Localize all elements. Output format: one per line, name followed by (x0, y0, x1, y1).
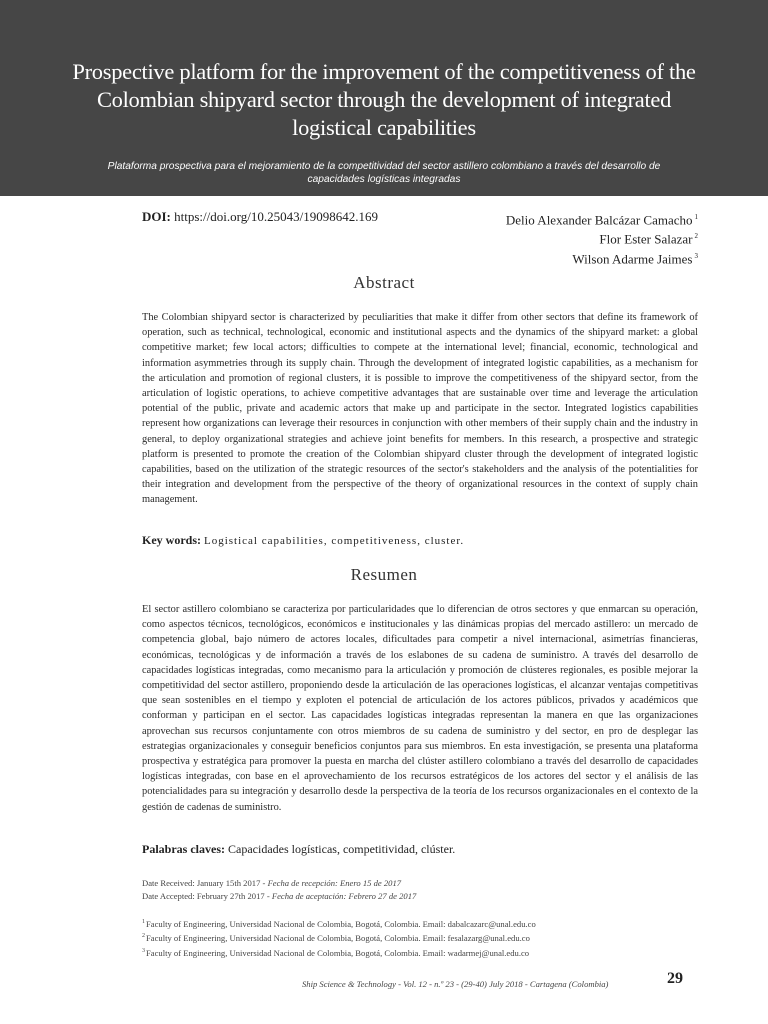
footnote-text: Faculty of Engineering, Universidad Nacional de Colombia, Bogotá, Colombia. Email: wadarmej@unal.edu.co (146, 947, 530, 958)
footnote (142, 945, 536, 959)
abstract-heading: Abstract (353, 273, 415, 292)
author-affiliation-mark: 1 (694, 213, 698, 221)
abstract-text: The Colombian shipyard sector is characterized by peculiarities that make it differ from other sectors that define its framework of operation, such as technical, technological, economic and institutional aspects and the dynamics of the shipyard market: a global competitive market; few local actors; difficulties to compete at the international level; financial, economic, technological and information asymmetries through its supply chain. Through the development of integrated logistic capabilities, as a mechanism for the articulation and promotion of regional clusters, it is possible to improve the competitiveness of the shipyard sector, from the articulation of logistic operations, to achieve competitive advantages that are sustainable over time and leverage the articulation potential of the public, private and academic actors that make up and participate in the sector. Integrated logistics capabilities represent how organizations can leverage their resources in conjunction with other members of their supply chain and the industry in general, to deploy organizational strategies and achieve joint benefits for members. In this research, a prospective and strategic platform is presented to promote the creation of the Colombian shipyard cluster through the development of integrated logistic capabilities, based on the utilization of the strategic resources of the sector's stakeholders and the analysis of the potentialities for their integration and development from the perspective of the theory of organizational resources in the context of supply chain management. (142, 312, 698, 506)
author-name: Wilson Adarme Jaimes (572, 250, 693, 266)
paper-subtitle-spanish: Plataforma prospectiva para el mejoramiento de la competitividad del sector astillero colombiano a través del desarrollo de capacidades logísticas integradas (107, 161, 661, 185)
date-received-spanish: Fecha de recepción: Enero 15 de 2017 (267, 878, 402, 888)
palabras-claves-label: Palabras claves: (142, 842, 225, 856)
keywords-label: Key words: (142, 533, 201, 547)
date-separator: - (262, 878, 266, 888)
palabras-claves-value: Capacidades logísticas, competitividad, clúster. (228, 842, 456, 856)
page-number: 29 (667, 970, 683, 987)
date-received-line (142, 877, 416, 890)
date-accepted-line (142, 890, 416, 903)
footnote-mark: 2 (142, 933, 145, 940)
date-separator: - (266, 891, 270, 901)
footnote-mark: 3 (142, 947, 145, 954)
affiliation-footnotes (142, 916, 536, 959)
author-name: Delio Alexander Balcázar Camacho (505, 212, 693, 228)
footnote (142, 916, 536, 930)
doi-label: DOI: (142, 209, 171, 224)
paper-title: Prospective platform for the improvement of the competitiveness of the Colombian shipyard sector through the development of integrated logistical capabilities (72, 59, 696, 140)
palabras-claves-line (142, 842, 698, 857)
author-affiliation-mark: 3 (694, 251, 698, 260)
footnote-text: Faculty of Engineering, Universidad Nacional de Colombia, Bogotá, Colombia. Email: fesalazarg@unal.edu.co (146, 933, 530, 944)
keywords-line (142, 533, 698, 548)
journal-footer: Ship Science & Technology - Vol. 12 - n.º 23 - (29-40) July 2018 - Cartagena (Colombia) (302, 979, 609, 989)
title-banner (0, 0, 768, 196)
date-accepted-spanish: Fecha de aceptación: Febrero 27 de 2017 (271, 891, 417, 901)
keywords-value: Logistical capabilities, competitiveness, cluster. (204, 535, 465, 547)
author (506, 248, 698, 267)
date-received: Date Received: January 15th 2017 (142, 878, 261, 888)
footnote (142, 930, 536, 944)
footnote-mark: 1 (142, 919, 145, 925)
footnote-text: Faculty of Engineering, Universidad Nacional de Colombia, Bogotá, Colombia. Email: dabalcazarc@unal.edu.co (146, 918, 536, 929)
doi-line (142, 209, 378, 225)
resumen-heading: Resumen (350, 565, 418, 584)
doi-link[interactable]: https://doi.org/10.25043/19098642.169 (174, 209, 378, 224)
author-name: Flor Ester Salazar (599, 231, 693, 247)
author (506, 228, 698, 247)
author-affiliation-mark: 2 (694, 232, 698, 241)
author (506, 209, 698, 228)
author-list (506, 209, 698, 267)
submission-dates (142, 877, 416, 903)
resumen-text: El sector astillero colombiano se caracteriza por particularidades que lo diferencian de otros sectores y que enmarcan su operación, como aspectos técnicos, tecnológicos, económicos e institucionales y las dinámicas propias del mercado astillero: un mercado de competencia global, bajo número de actores locales, dificultades para competir a nivel internacional, asimetrías financieras, económicas, tecnológicas y de información a través de los eslabones de su cadena de suministro. A través del desarrollo de capacidades logísticas integradas, como mecanismo para la articulación y promoción de clústeres regionales, es posible mejorar la competitividad del sector astillero, proponiendo desde la articulación de las operaciones logísticas, el alcanzar ventajas competitivas que sean sostenibles en el tiempo y exploten el potencial de articulación de los actores públicos, privados y académicos que conforman y participan en el sector. Las capacidades logísticas integradas representan la manera en que las organizaciones aprovechan sus recursos conjuntamente con otros miembros de su cadena de suministro y del sector, en pro de desplegar las estrategias organizacionales y conseguir beneficios conjuntos para sus miembros. En esta investigación, se presenta una plataforma prospectiva y estratégica para promover la puesta en marcha del clúster astillero colombiano a través del desarrollo de capacidades logísticas integradas, con base en el aprovechamiento de los recursos estratégicos de los actores del sector y el análisis de las potencialidades para su integración y desarrollo desde la perspectiva de la teoría de los recursos organizacionales en el contexto de la gestión de cadenas de suministro. (142, 604, 698, 813)
date-accepted: Date Accepted: February 27th 2017 (142, 891, 265, 901)
